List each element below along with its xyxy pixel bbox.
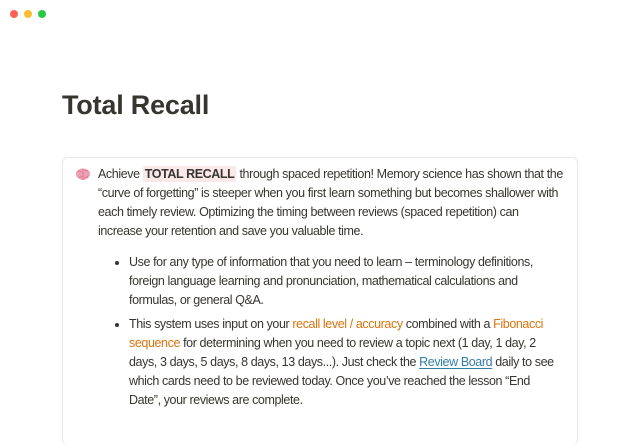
page-title: Total Recall bbox=[62, 90, 210, 120]
review-board-link[interactable]: Review Board bbox=[419, 355, 493, 369]
text-segment: for determining when you need to review a topic next (1 day, 1 day, 2 days, 3 days, 5 days, 8 days, 13 days...). Just check the bbox=[129, 336, 536, 369]
minimize-button[interactable] bbox=[24, 10, 32, 18]
list-item bbox=[129, 315, 563, 410]
brain-icon bbox=[75, 167, 91, 182]
zoom-button[interactable] bbox=[38, 10, 46, 18]
text-segment: daily to see which cards need to be reviewed today. Once you’ve reached the lesson “End Date”, your reviews are complete. bbox=[129, 355, 554, 407]
callout-body bbox=[98, 165, 563, 415]
window-titlebar bbox=[10, 10, 46, 18]
text-segment: through spaced repetition! Memory science has shown that the “curve of forgetting” is steeper when you first learn something but becomes shallower with each timely review. Optimizing the timing between reviews (spaced repetition) can increase your retention and save you valuable time. bbox=[98, 167, 563, 238]
text-segment: Achieve bbox=[98, 167, 143, 181]
text-segment: Use for any type of information that you need to learn – terminology definitions, foreign language learning and pronunciation, mathematical calculations and formulas, or general Q&A. bbox=[129, 255, 533, 307]
total-recall-highlight: TOTAL RECALL bbox=[144, 167, 235, 181]
recall-level-accuracy-text: recall level / accuracy bbox=[292, 317, 403, 331]
text-segment: This system uses input on your bbox=[129, 317, 293, 331]
close-button[interactable] bbox=[10, 10, 18, 18]
bullet-list bbox=[98, 253, 563, 410]
text-segment: combined with a bbox=[402, 317, 494, 331]
callout-block bbox=[62, 157, 578, 445]
callout-paragraph bbox=[98, 165, 563, 241]
fibonacci-sequence-text: Fibonacci sequence bbox=[129, 317, 544, 350]
list-item bbox=[129, 253, 563, 310]
